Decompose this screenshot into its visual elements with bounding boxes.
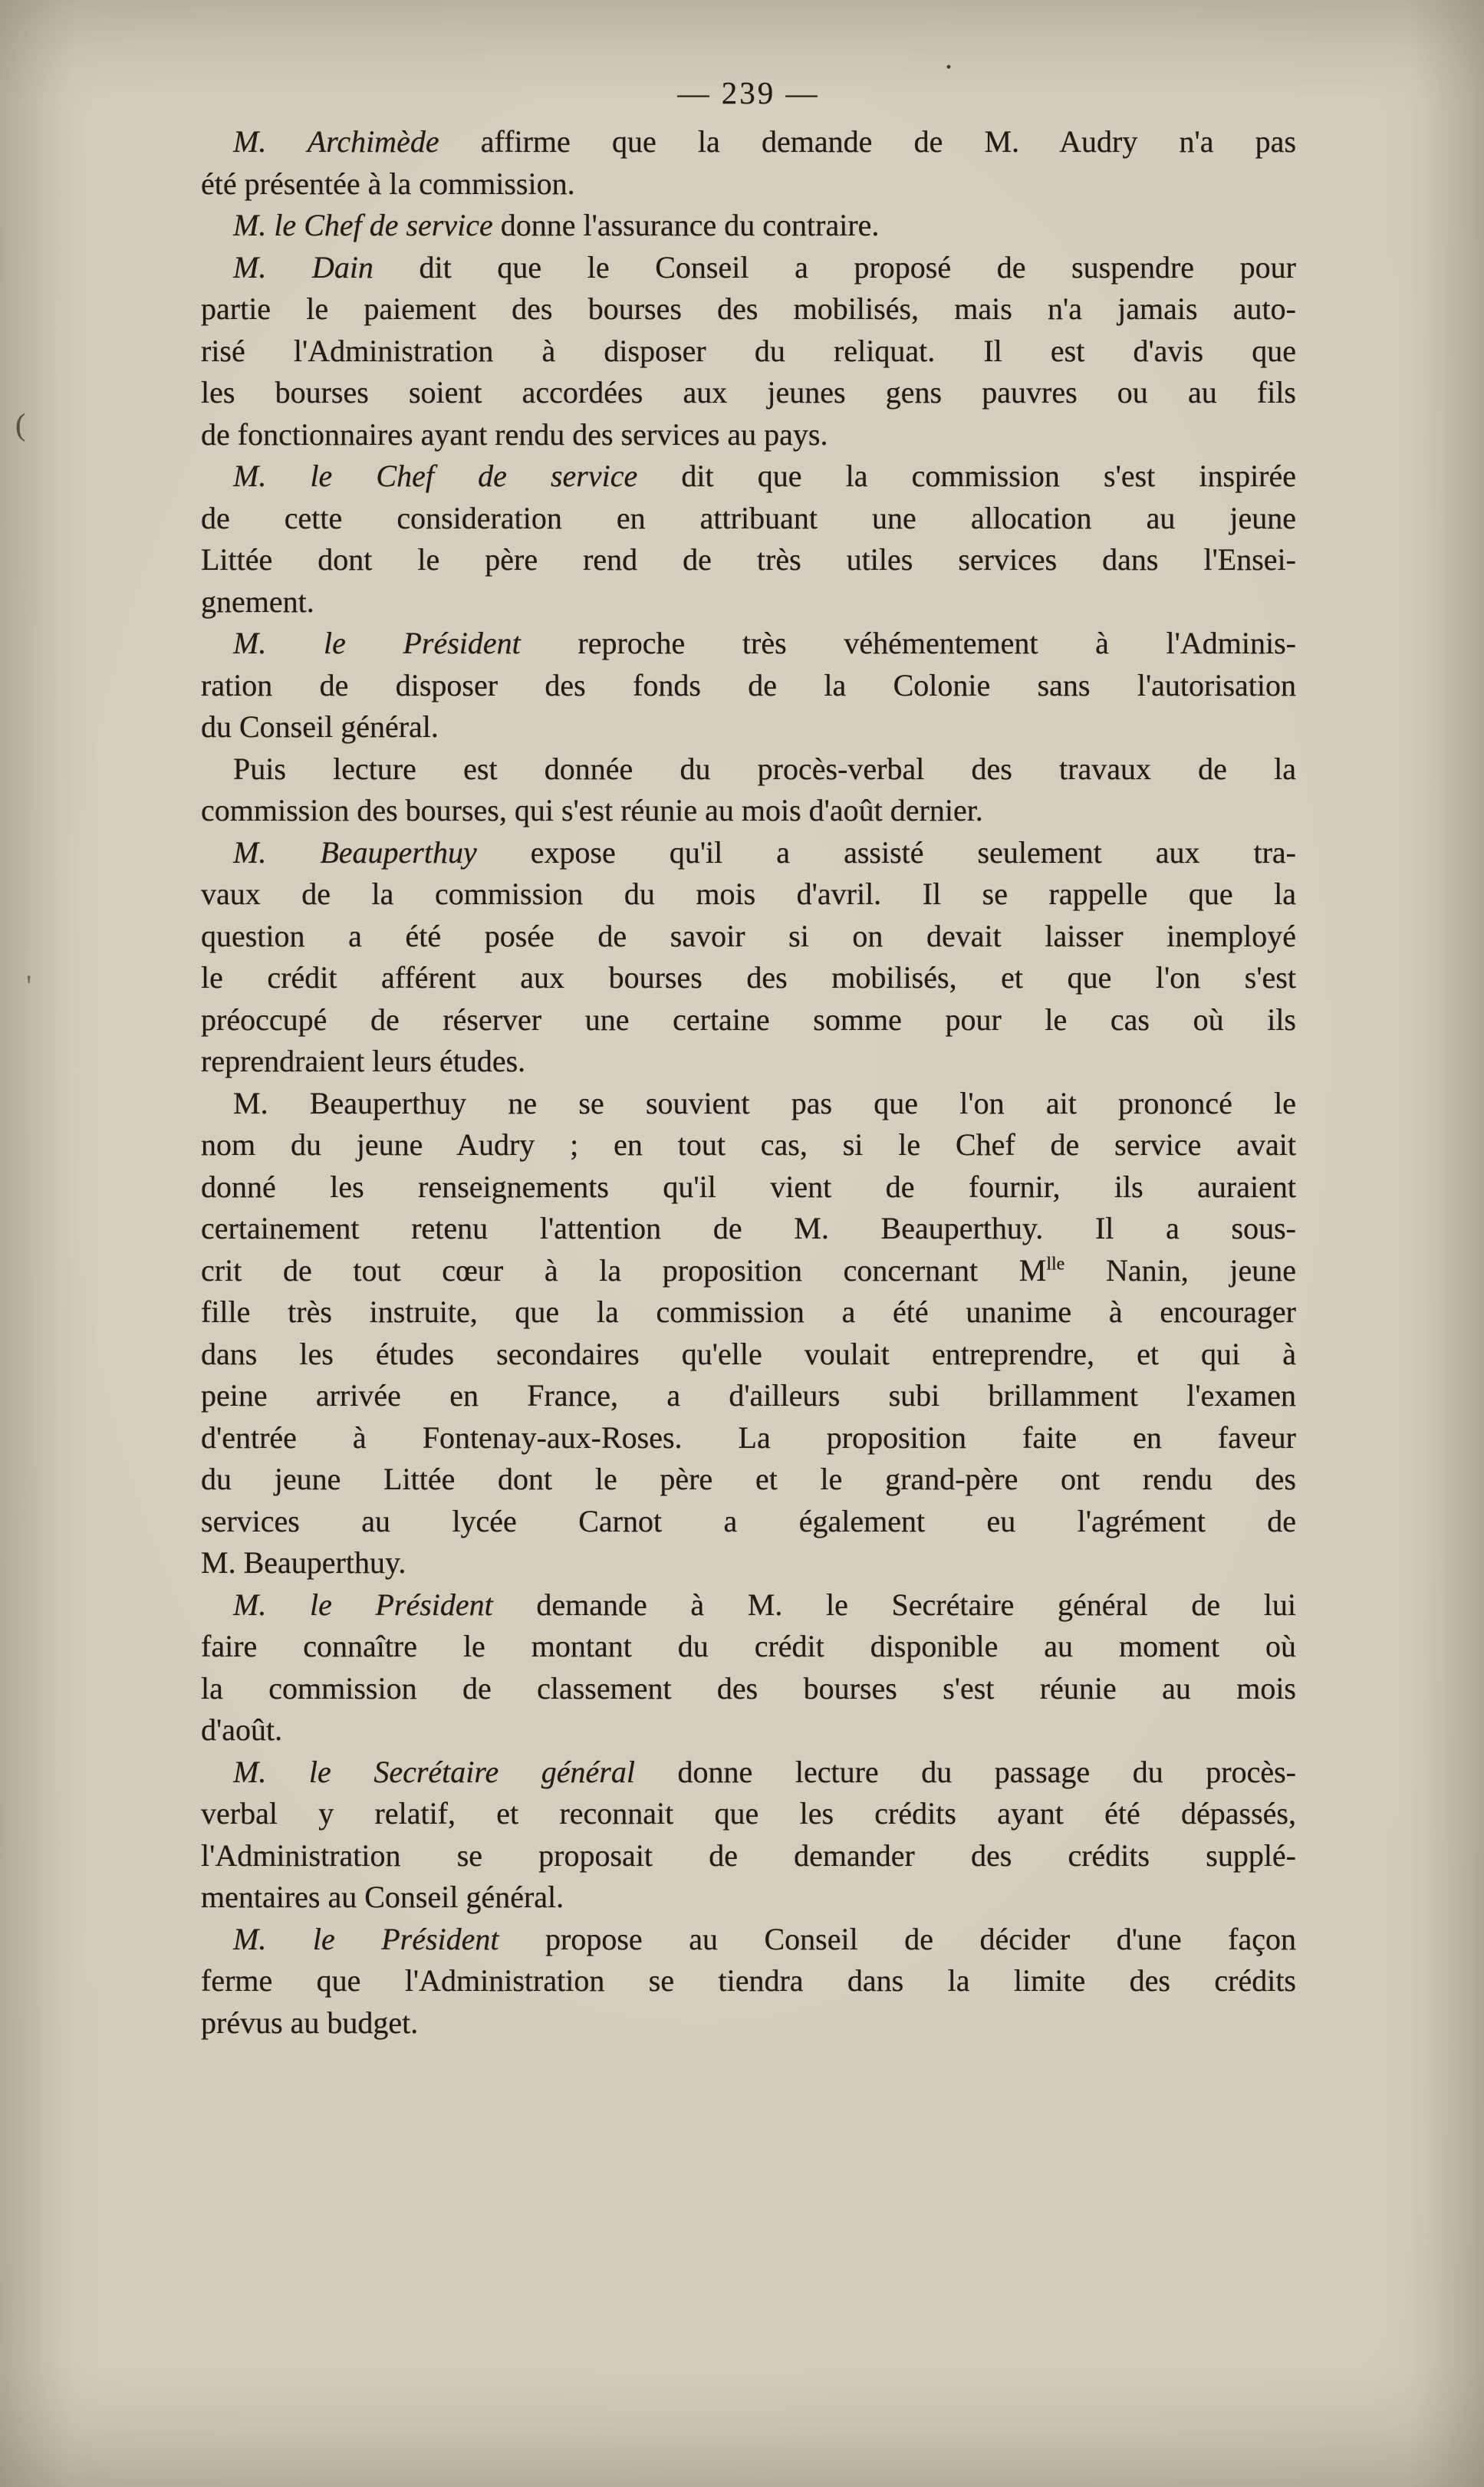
text-line bbox=[201, 1626, 1296, 1668]
text-segment: mentaires au Conseil général. bbox=[201, 1880, 564, 1914]
text-line bbox=[201, 1709, 1296, 1752]
text-line bbox=[201, 205, 1296, 247]
text-segment: M. le Chef de service bbox=[233, 208, 493, 242]
text-line bbox=[201, 247, 1296, 289]
text-line bbox=[201, 1835, 1296, 1877]
text-line bbox=[201, 1877, 1296, 1919]
text-line bbox=[201, 121, 1296, 163]
text-line bbox=[201, 456, 1296, 498]
text-segment: faire connaître le montant du crédit disponible au moment où bbox=[201, 1629, 1296, 1663]
text-segment: donné les renseignements qu'il vient de fournir, ils auraient bbox=[201, 1169, 1296, 1204]
text-line bbox=[201, 1417, 1296, 1459]
text-segment: Littée dont le père rend de très utiles services dans l'Ensei- bbox=[201, 542, 1296, 577]
text-line bbox=[201, 748, 1296, 791]
text-segment: vaux de la commission du mois d'avril. Il se rappelle que la bbox=[201, 877, 1296, 911]
text-line bbox=[201, 1083, 1296, 1125]
text-line bbox=[201, 414, 1296, 456]
text-segment: M. Archimède bbox=[233, 124, 439, 159]
text-line bbox=[201, 1166, 1296, 1209]
text-line bbox=[201, 1501, 1296, 1543]
text-segment: risé l'Administration à disposer du reliquat. Il est d'avis que bbox=[201, 333, 1296, 368]
text-segment: peine arrivée en France, a d'ailleurs subi brillamment l'examen bbox=[201, 1378, 1296, 1413]
text-segment: d'entrée à Fontenay-aux-Roses. La proposition faite en faveur bbox=[201, 1419, 1296, 1455]
text-segment: verbal y relatif, et reconnait que les crédits ayant été dépassés, bbox=[201, 1796, 1296, 1831]
text-line bbox=[201, 623, 1296, 665]
text-line bbox=[201, 1250, 1296, 1292]
text-segment: reproche très véhémentement à l'Adminis- bbox=[520, 626, 1296, 660]
text-line bbox=[201, 1041, 1296, 1083]
text-segment: du Conseil général. bbox=[201, 709, 439, 744]
text-segment: du jeune Littée dont le père et le grand-père ont rendu des bbox=[201, 1462, 1296, 1496]
text-line bbox=[201, 957, 1296, 999]
text-segment: commission des bourses, qui s'est réunie au mois d'août dernier. bbox=[201, 793, 983, 827]
scan-artifact: . bbox=[945, 41, 953, 75]
text-segment: lle bbox=[1046, 1254, 1065, 1275]
text-line bbox=[201, 163, 1296, 206]
text-line bbox=[201, 1584, 1296, 1627]
text-segment: affirme que la demande de M. Audry n'a pas bbox=[439, 124, 1297, 159]
text-segment: M. Beauperthuy ne se souvient pas que l'on ait prononcé le bbox=[233, 1085, 1296, 1120]
text-line bbox=[201, 873, 1296, 916]
text-segment: gnement. bbox=[201, 584, 314, 619]
text-line bbox=[201, 581, 1296, 623]
text-line bbox=[201, 832, 1296, 874]
text-segment: dit que la commission s'est inspirée bbox=[637, 459, 1297, 493]
text-line bbox=[201, 331, 1296, 373]
text-segment: partie le paiement des bourses des mobilisés, mais n'a jamais auto- bbox=[201, 291, 1296, 326]
text-segment: la commission de classement des bourses s'est réunie au mois bbox=[201, 1670, 1296, 1706]
text-segment: M. Beauperthuy bbox=[233, 834, 477, 870]
text-line bbox=[201, 1208, 1296, 1250]
text-line bbox=[201, 498, 1296, 540]
text-segment: certainement retenu l'attention de M. Beauperthuy. Il a sous- bbox=[201, 1211, 1296, 1245]
text-line bbox=[201, 706, 1296, 748]
text-segment: été présentée à la commission. bbox=[201, 166, 575, 201]
text-segment: M. le Président bbox=[233, 1921, 499, 1956]
text-segment: M. Dain bbox=[233, 249, 373, 285]
text-segment: M. le Président bbox=[233, 1587, 493, 1622]
text-segment: préoccupé de réserver une certaine somme pour le cas où ils bbox=[201, 1002, 1296, 1037]
scan-artifact: ( bbox=[15, 407, 26, 442]
text-segment: nom du jeune Audry ; en tout cas, si le Chef de service avait bbox=[201, 1127, 1296, 1162]
text-segment: d'août. bbox=[201, 1712, 283, 1747]
text-line bbox=[201, 1752, 1296, 1794]
text-segment: donne lecture du passage du procès- bbox=[634, 1754, 1296, 1789]
text-line bbox=[201, 372, 1296, 414]
text-segment: donne l'assurance du contraire. bbox=[492, 208, 880, 242]
text-segment: ferme que l'Administration se tiendra dans la limite des crédits bbox=[201, 1963, 1296, 1998]
text-line bbox=[201, 1459, 1296, 1501]
text-segment: M. le Secrétaire général bbox=[233, 1754, 635, 1789]
text-line bbox=[201, 665, 1296, 707]
text-line bbox=[201, 1291, 1296, 1334]
text-segment: l'Administration se proposait de demander des crédits supplé- bbox=[201, 1837, 1296, 1873]
text-line bbox=[201, 1919, 1296, 1961]
text-line bbox=[201, 790, 1296, 832]
text-segment: demande à M. le Secrétaire général de lui bbox=[492, 1587, 1296, 1622]
text-segment: les bourses soient accordées aux jeunes gens pauvres ou au fils bbox=[201, 375, 1296, 410]
text-segment: ration de disposer des fonds de la Colonie sans l'autorisation bbox=[201, 667, 1296, 702]
text-line bbox=[201, 1124, 1296, 1166]
text-line bbox=[201, 1375, 1296, 1417]
text-segment: le crédit afférent aux bourses des mobilisés, et que l'on s'est bbox=[201, 960, 1296, 995]
text-segment: question a été posée de savoir si on devait laisser inemployé bbox=[201, 918, 1296, 953]
text-segment: expose qu'il a assisté seulement aux tra- bbox=[476, 834, 1296, 870]
text-segment: dans les études secondaires qu'elle voulait entreprendre, et qui à bbox=[201, 1336, 1296, 1371]
text-segment: fille très instruite, que la commission a été unanime à encourager bbox=[201, 1294, 1296, 1329]
page-number: — 239 — bbox=[677, 75, 820, 110]
text-line bbox=[201, 999, 1296, 1041]
text-segment: M. le Chef de service bbox=[233, 459, 638, 493]
text-segment: M. le Président bbox=[233, 626, 521, 660]
text-segment: de fonctionnaires ayant rendu des services au pays. bbox=[201, 416, 828, 452]
text-line bbox=[201, 539, 1296, 581]
text-line bbox=[201, 1960, 1296, 2002]
text-line bbox=[201, 2002, 1296, 2045]
text-line bbox=[201, 1793, 1296, 1835]
text-segment: reprendraient leurs études. bbox=[201, 1044, 526, 1078]
text-segment: de cette consideration en attribuant une allocation au jeune bbox=[201, 500, 1296, 535]
text-segment: services au lycée Carnot a également eu l'agrément de bbox=[201, 1503, 1296, 1538]
text-segment: prévus au budget. bbox=[201, 2005, 419, 2040]
text-segment: crit de tout cœur à la proposition concernant M bbox=[201, 1252, 1047, 1288]
text-line bbox=[201, 288, 1296, 331]
text-segment: Nanin, jeune bbox=[1064, 1252, 1297, 1288]
text-line bbox=[201, 1542, 1296, 1584]
text-segment: Puis lecture est donnée du procès-verbal des travaux de la bbox=[233, 751, 1296, 786]
scan-artifact: ' bbox=[26, 969, 32, 1003]
text-segment: dit que le Conseil a proposé de suspendre pour bbox=[373, 249, 1296, 285]
body-text-lines bbox=[201, 121, 1296, 2044]
text-line bbox=[201, 916, 1296, 958]
text-segment: propose au Conseil de décider d'une façon bbox=[499, 1921, 1296, 1956]
text-line bbox=[201, 1334, 1296, 1376]
text-line bbox=[201, 1668, 1296, 1710]
page-text bbox=[201, 72, 1296, 2044]
text-segment: M. Beauperthuy. bbox=[201, 1545, 406, 1580]
